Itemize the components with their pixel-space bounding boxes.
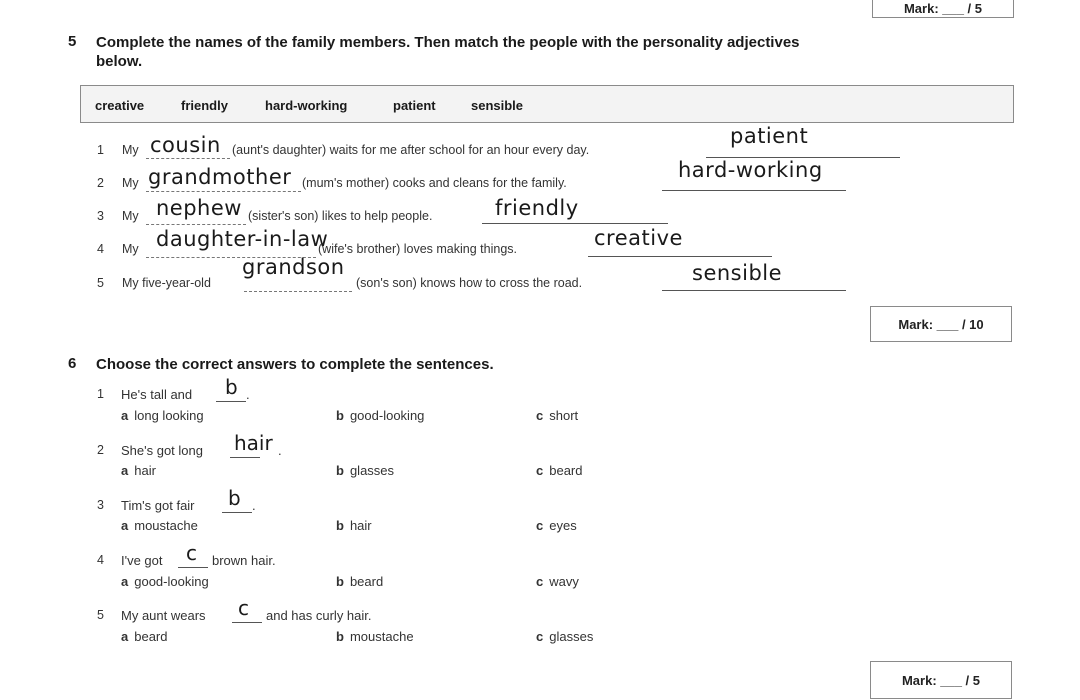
- ex6-number: 6: [68, 355, 77, 372]
- option-text: eyes: [549, 518, 577, 533]
- answer-text: grandson: [242, 255, 345, 279]
- question-end: brown hair.: [212, 553, 276, 568]
- question-end: and has curly hair.: [266, 608, 372, 623]
- ex6-mark-label: Mark: ___ / 5: [901, 672, 981, 688]
- item-hint: (son's son) knows how to cross the road.: [356, 276, 583, 290]
- answer-line: [232, 622, 262, 623]
- item-hint: (mum's mother) cooks and cleans for the family.: [302, 176, 567, 190]
- answer-line: [146, 191, 301, 192]
- option-a[interactable]: [121, 518, 198, 533]
- question-number: 4: [97, 553, 104, 567]
- option-a[interactable]: [121, 408, 204, 423]
- answer-line: [230, 457, 260, 458]
- option-c[interactable]: [536, 518, 577, 533]
- question-number: 5: [97, 608, 104, 622]
- adjective-line: [482, 223, 668, 224]
- answer-text: cousin: [150, 133, 221, 157]
- answer-text: grandmother: [148, 165, 292, 189]
- top-mark-label: Mark: ___ / 5: [903, 0, 983, 16]
- answer-line: [244, 291, 352, 292]
- option-letter: c: [536, 463, 544, 478]
- question-number: 2: [97, 443, 104, 457]
- word-creative: creative: [95, 98, 145, 113]
- option-c[interactable]: [536, 629, 593, 644]
- option-letter: c: [536, 518, 544, 533]
- question-number: 3: [97, 498, 104, 512]
- question-end: .: [278, 443, 282, 458]
- option-c[interactable]: [536, 574, 579, 589]
- item-hint: (sister's son) likes to help people.: [248, 209, 433, 223]
- item-hint: (aunt's daughter) waits for me after school for an hour every day.: [232, 143, 590, 157]
- option-letter: c: [536, 629, 544, 644]
- adjective-answer: hard-working: [678, 158, 823, 182]
- word-box: [80, 85, 1014, 123]
- option-b[interactable]: [336, 574, 383, 589]
- option-text: long looking: [134, 408, 204, 423]
- question-stem: He's tall and: [121, 387, 193, 402]
- option-letter: b: [336, 408, 344, 423]
- answer-line: [146, 158, 230, 159]
- ex6-title: Choose the correct answers to complete the sentences.: [96, 356, 494, 373]
- adjective-answer: creative: [594, 226, 683, 250]
- item-prefix: My: [122, 143, 139, 157]
- option-text: beard: [349, 574, 384, 589]
- option-a[interactable]: [121, 463, 156, 478]
- option-text: glasses: [549, 629, 594, 644]
- option-text: moustache: [349, 629, 414, 644]
- adjective-line: [588, 256, 772, 257]
- ex6-mark-box: [870, 661, 1012, 699]
- item-prefix: My five-year-old: [122, 276, 211, 290]
- adjective-answer: patient: [730, 124, 809, 148]
- option-c[interactable]: [536, 463, 582, 478]
- option-a[interactable]: [121, 574, 209, 589]
- word-sensible: sensible: [471, 98, 524, 113]
- option-letter: a: [121, 629, 129, 644]
- option-text: glasses: [349, 463, 395, 478]
- item-number: 3: [97, 209, 104, 223]
- option-b[interactable]: [336, 408, 424, 423]
- option-letter: a: [121, 518, 129, 533]
- question-stem: My aunt wears: [121, 608, 206, 623]
- answer-text: nephew: [156, 196, 242, 220]
- adjective-answer: friendly: [495, 196, 579, 220]
- answer-text: hair: [234, 431, 273, 455]
- option-letter: a: [121, 408, 129, 423]
- option-b[interactable]: [336, 629, 414, 644]
- ex5-number: 5: [68, 33, 77, 50]
- option-a[interactable]: [121, 629, 167, 644]
- option-text: hair: [349, 518, 372, 533]
- answer-text: c: [238, 596, 249, 620]
- option-letter: a: [121, 463, 129, 478]
- answer-line: [146, 224, 246, 225]
- ex5-mark-box: [870, 306, 1012, 342]
- option-letter: b: [336, 629, 344, 644]
- word-friendly: friendly: [181, 98, 228, 113]
- item-prefix: My: [122, 242, 139, 256]
- option-text: good-looking: [134, 574, 209, 589]
- option-letter: b: [336, 463, 344, 478]
- option-text: beard: [134, 629, 168, 644]
- question-stem: I've got: [121, 553, 163, 568]
- adjective-answer: sensible: [692, 261, 783, 285]
- ex5-mark-label: Mark: ___ / 10: [898, 316, 984, 332]
- question-number: 1: [97, 387, 104, 401]
- answer-text: daughter-in-law: [156, 227, 329, 251]
- item-prefix: My: [122, 176, 139, 190]
- answer-text: b: [225, 375, 238, 399]
- option-letter: a: [121, 574, 129, 589]
- adjective-line: [662, 190, 846, 191]
- option-c[interactable]: [536, 408, 578, 423]
- question-stem: She's got long: [121, 443, 203, 458]
- answer-line: [222, 512, 252, 513]
- item-prefix: My: [122, 209, 139, 223]
- option-b[interactable]: [336, 463, 394, 478]
- option-text: hair: [134, 463, 156, 478]
- option-text: short: [549, 408, 579, 423]
- adjective-line: [662, 290, 846, 291]
- ex5-title-line2: below.: [96, 53, 143, 70]
- option-b[interactable]: [336, 518, 372, 533]
- answer-line: [178, 567, 208, 568]
- question-stem: Tim's got fair: [121, 498, 195, 513]
- option-letter: c: [536, 408, 544, 423]
- item-number: 2: [97, 176, 104, 190]
- question-end: .: [252, 498, 256, 513]
- word-hard-working: hard-working: [265, 98, 348, 113]
- answer-text: b: [228, 486, 241, 510]
- option-text: moustache: [134, 518, 198, 533]
- item-number: 1: [97, 143, 104, 157]
- item-number: 5: [97, 276, 104, 290]
- option-letter: c: [536, 574, 544, 589]
- option-letter: b: [336, 574, 344, 589]
- option-text: good-looking: [349, 408, 425, 423]
- option-letter: b: [336, 518, 344, 533]
- word-patient: patient: [393, 98, 436, 113]
- question-end: .: [246, 387, 250, 402]
- item-number: 4: [97, 242, 104, 256]
- answer-line: [216, 401, 246, 402]
- ex5-title-line1: Complete the names of the family members. Then match the people with the personality adjectives: [96, 34, 800, 51]
- item-hint: (wife's brother) loves making things.: [318, 242, 517, 256]
- option-text: beard: [549, 463, 583, 478]
- answer-text: c: [186, 541, 197, 565]
- top-mark-box: [872, 0, 1014, 18]
- option-text: wavy: [549, 574, 579, 589]
